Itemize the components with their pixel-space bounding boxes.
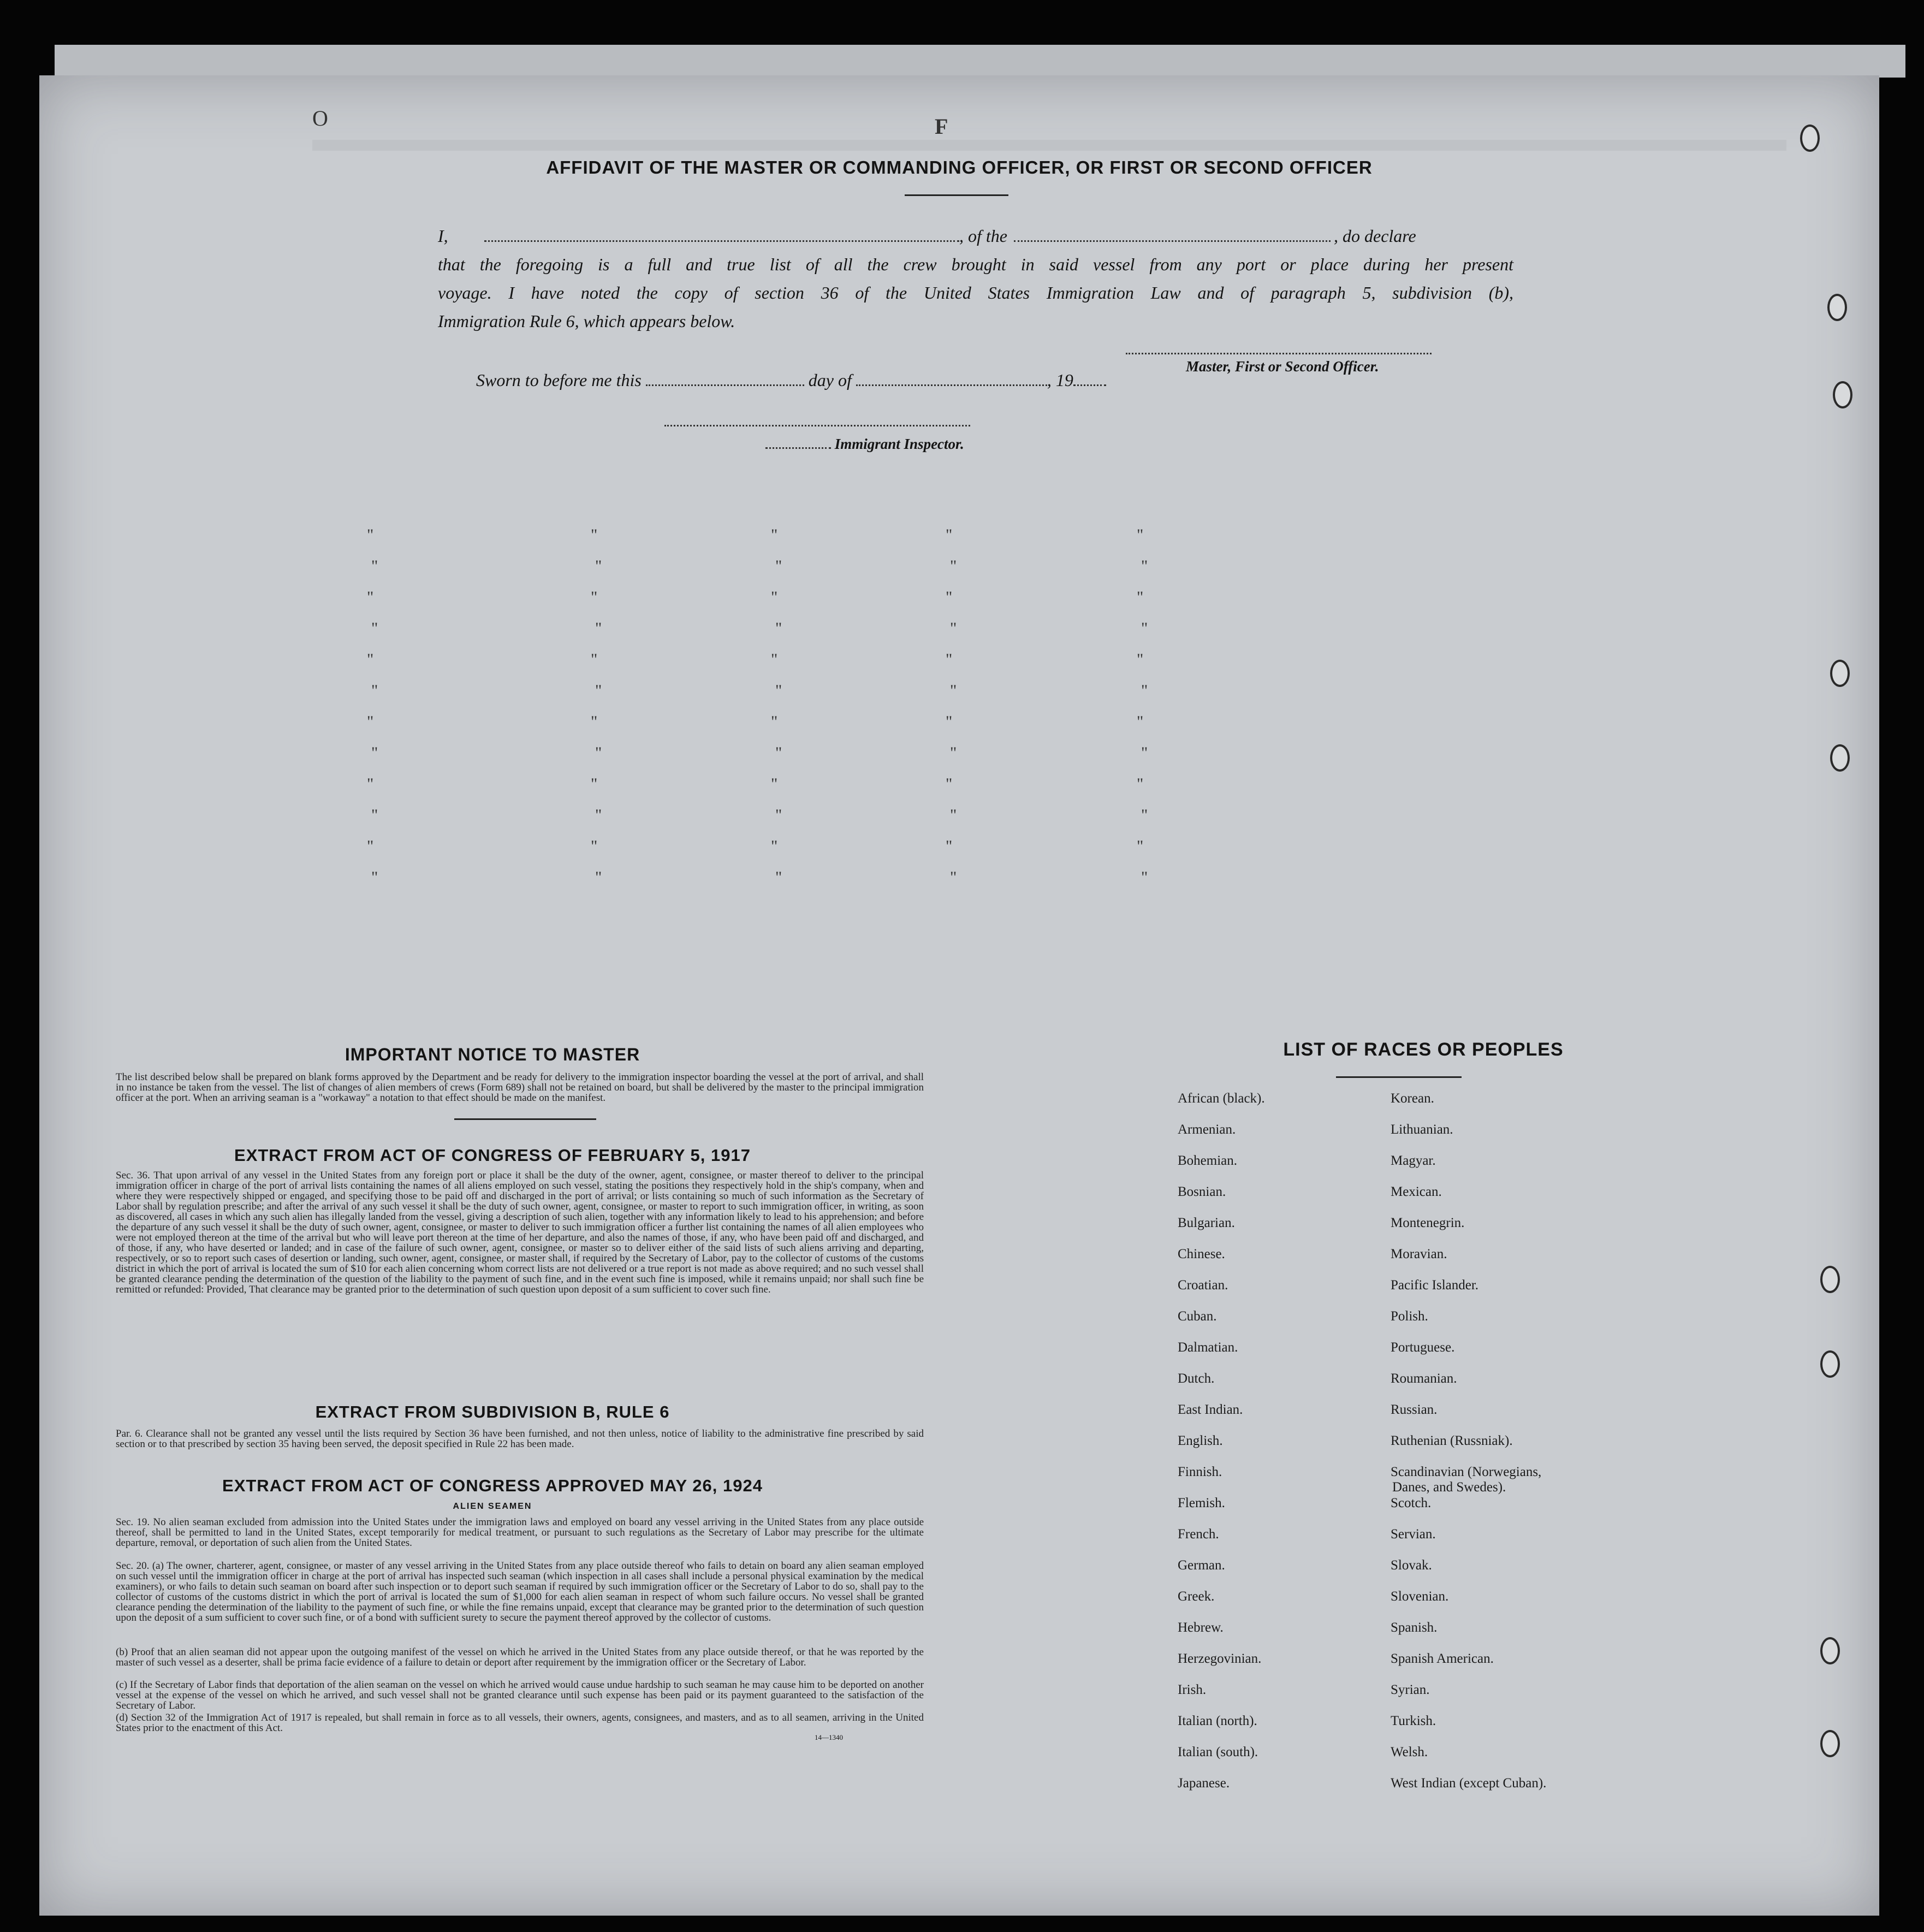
ditto-mark: " — [775, 806, 782, 824]
ditto-mark: " — [371, 868, 378, 886]
extract-1924-sec20c: (c) If the Secretary of Labor finds that deportation of the alien seaman on the vessel on which he arrived would cause undue hardship to such seaman he may cause him to be deported on another vessel at the expense of the vessel on which he arrived, and such vessel shall not be granted clearance until such expense has been paid or its payment guaranteed to the satisfaction of the Secretary of Labor. — [116, 1679, 924, 1711]
affidavit-line-4: Immigration Rule 6, which appears below. — [438, 311, 735, 331]
ditto-mark: " — [771, 775, 778, 793]
race-item: Italian (north). — [1178, 1714, 1257, 1728]
ditto-mark: " — [950, 868, 957, 886]
ditto-mark: " — [595, 619, 602, 637]
race-item: Portuguese. — [1391, 1340, 1455, 1355]
race-item: Armenian. — [1178, 1122, 1236, 1137]
extract-1924-sec19: Sec. 19. No alien seaman excluded from admission into the United States under the immigration laws and employed on board any vessel arriving in the United States from any place outside thereof, shall be permitted to land in the United States, except temporarily for medical treatment, or pursuant to such regulations as the Secretary of Labor may prescribe for the ultimate departure, removal, or deportation of such alien from the United States. — [116, 1516, 924, 1549]
punch-hole-8 — [1820, 1637, 1840, 1664]
ditto-mark: " — [775, 744, 782, 762]
sworn-month-blank[interactable] — [856, 384, 1047, 386]
affidavit-do-declare: , do declare — [1333, 226, 1416, 246]
ditto-mark: " — [950, 681, 957, 700]
race-item: English. — [1178, 1433, 1223, 1448]
ditto-mark: " — [950, 557, 957, 575]
race-item: Moravian. — [1391, 1247, 1447, 1261]
extract-1924-sec20d: (d) Section 32 of the Immigration Act of 1917 is repealed, but shall remain in force as to all vessels, their owners, agents, consignees, and masters, and as to all seamen, arriving in the United States prior to the enactment of this Act. — [116, 1712, 924, 1734]
ditto-mark: " — [595, 868, 602, 886]
race-item: Bulgarian. — [1178, 1216, 1235, 1230]
ditto-mark: " — [950, 619, 957, 637]
affidavit-text — [438, 222, 1513, 335]
affidavit-title-rule — [905, 194, 1008, 196]
race-item: Irish. — [1178, 1682, 1207, 1697]
ditto-mark: " — [595, 681, 602, 700]
extract-1924-sec20b: (b) Proof that an alien seaman did not appear upon the outgoing manifest of the vessel on which he arrived in the United States from any place outside thereof, or that he was reported by the master of such vessel as a deserter, shall be prima facie evidence of a failure to detain or deport after requirement by the immigration officer or the Secretary of Labor. — [116, 1646, 924, 1668]
race-item: Chinese. — [1178, 1247, 1225, 1261]
race-item: Korean. — [1391, 1091, 1434, 1106]
notice-title: IMPORTANT NOTICE TO MASTER — [345, 1045, 640, 1064]
race-item: Bosnian. — [1178, 1184, 1226, 1199]
ditto-mark: " — [371, 806, 378, 824]
inspector-lead-dots — [765, 447, 831, 449]
ditto-mark: " — [591, 837, 598, 855]
race-item: Slovenian. — [1391, 1589, 1449, 1604]
ditto-mark: " — [595, 744, 602, 762]
ditto-mark: " — [771, 837, 778, 855]
punch-hole-9 — [1820, 1730, 1840, 1757]
manifest-page — [39, 75, 1879, 1916]
ditto-mark: " — [367, 588, 374, 606]
punch-hole-6 — [1820, 1266, 1840, 1293]
race-item: Russian. — [1391, 1402, 1438, 1417]
ditto-mark: " — [1137, 713, 1144, 731]
race-item: Lithuanian. — [1391, 1122, 1453, 1137]
ditto-mark: " — [1141, 619, 1148, 637]
sworn-day-blank[interactable] — [646, 384, 804, 386]
form-number: 14—1340 — [815, 1733, 843, 1741]
sworn-day-of: day of — [808, 370, 852, 390]
punch-hole-2 — [1827, 294, 1847, 321]
ditto-mark: " — [367, 775, 374, 793]
affidavit-of-the: , of the — [959, 226, 1007, 246]
ditto-mark: " — [1137, 526, 1144, 544]
ditto-mark: " — [371, 681, 378, 700]
race-item: Flemish. — [1178, 1496, 1225, 1510]
ditto-mark: " — [771, 713, 778, 731]
ditto-mark: " — [950, 806, 957, 824]
ditto-mark: " — [1137, 775, 1144, 793]
ditto-mark: " — [1137, 837, 1144, 855]
race-item: Spanish. — [1391, 1620, 1438, 1635]
ditto-mark: " — [946, 650, 953, 668]
ditto-mark: " — [946, 775, 953, 793]
ditto-mark: " — [371, 557, 378, 575]
ditto-mark: " — [367, 837, 374, 855]
paper-back-edge — [55, 45, 1905, 78]
extract-1924-sec20a: Sec. 20. (a) The owner, charterer, agent, consignee, or master of any vessel arriving in the United States from any place outside thereof who fails to detain on board any alien seaman employed on such vessel until the immigration officer in charge at the port of arrival has inspected such seaman (which inspection in all cases shall include a personal physical examination by the medical examiners), or who fails to detain such seaman on board after such inspection or to deport such seaman if required by such immigration officer or the Secretary of Labor to do so, shall pay to the collector of customs of the customs district in which the port of arrival is located the sum of $1,000 for each alien seaman in respect of whom such failure occurs. No vessel shall be granted clearance pending the determination of the liability to the payment of such fine, or while the fine remains unpaid, except that clearance may be granted prior to the determination of such question upon the deposit of a sum sufficient to cover such fine, or of a bond with sufficient surety to secure the payment thereof approved by the collector of customs. — [116, 1560, 924, 1623]
race-item: Pacific Islander. — [1391, 1278, 1479, 1293]
affidavit-i: I, — [438, 226, 448, 246]
race-item: Scotch. — [1391, 1496, 1432, 1510]
ditto-mark: " — [946, 526, 953, 544]
ditto-mark: " — [1141, 681, 1148, 700]
ditto-mark: " — [1141, 868, 1148, 886]
race-item: Dutch. — [1178, 1371, 1215, 1386]
punch-hole-3 — [1833, 381, 1852, 408]
race-item: Syrian. — [1391, 1682, 1430, 1697]
race-item: East Indian. — [1178, 1402, 1243, 1417]
sworn-year-prefix: , 19 — [1047, 370, 1073, 390]
race-item: Greek. — [1178, 1589, 1215, 1604]
stamp-mark-center: F — [935, 114, 948, 139]
extract-rule6-title: EXTRACT FROM SUBDIVISION B, RULE 6 — [315, 1402, 670, 1421]
punch-hole-7 — [1820, 1350, 1840, 1378]
ditto-mark: " — [950, 744, 957, 762]
punch-hole-4 — [1830, 660, 1850, 687]
master-signature-caption: Master, First or Second Officer. — [1186, 358, 1379, 375]
race-item: Ruthenian (Russniak). — [1391, 1433, 1513, 1448]
extract-1924-subtitle: ALIEN SEAMEN — [453, 1502, 532, 1511]
ditto-mark: " — [1137, 650, 1144, 668]
extract-1924-title: EXTRACT FROM ACT OF CONGRESS APPROVED MAY 26, 1924 — [222, 1476, 763, 1495]
ditto-mark: " — [371, 619, 378, 637]
extract-1917-title: EXTRACT FROM ACT OF CONGRESS OF FEBRUARY 5, 1917 — [234, 1146, 751, 1165]
extract-rule6-text: Par. 6. Clearance shall not be granted any vessel until the lists required by Section 36 have been furnished, and not then unless, notice of liability to the administrative fine prescribed by said section or to that prescribed by section 35 having been served, the deposit specified in Rule 22 has been made. — [116, 1428, 924, 1450]
inspector-caption-text: Immigrant Inspector. — [834, 436, 964, 452]
ditto-mark: " — [1141, 806, 1148, 824]
ditto-mark: " — [367, 526, 374, 544]
ditto-mark: " — [946, 588, 953, 606]
ditto-mark: " — [1137, 588, 1144, 606]
race-item: French. — [1178, 1527, 1219, 1542]
race-item: Welsh. — [1391, 1745, 1428, 1759]
race-item: Mexican. — [1391, 1184, 1442, 1199]
races-title-rule — [1336, 1076, 1462, 1078]
punch-hole-5 — [1830, 744, 1850, 772]
ditto-mark: " — [771, 526, 778, 544]
inspector-signature-line[interactable] — [664, 425, 970, 426]
race-item: Slovak. — [1391, 1558, 1432, 1573]
race-item: African (black). — [1178, 1091, 1265, 1106]
race-item: Magyar. — [1391, 1153, 1436, 1168]
race-item: West Indian (except Cuban). — [1391, 1776, 1547, 1791]
ditto-mark: " — [595, 806, 602, 824]
races-title: LIST OF RACES OR PEOPLES — [1283, 1039, 1564, 1060]
ditto-mark: " — [1141, 744, 1148, 762]
race-item: Servian. — [1391, 1527, 1436, 1542]
race-item: Finnish. — [1178, 1465, 1222, 1479]
vessel-blank[interactable] — [1014, 240, 1331, 242]
ditto-mark: " — [367, 713, 374, 731]
race-item: German. — [1178, 1558, 1225, 1573]
master-signature-line[interactable] — [1126, 353, 1432, 354]
race-item: Montenegrin. — [1391, 1216, 1465, 1230]
race-item: Herzegovinian. — [1178, 1651, 1262, 1666]
notice-rule — [454, 1118, 596, 1120]
ditto-mark: " — [1141, 557, 1148, 575]
race-item: Croatian. — [1178, 1278, 1228, 1293]
ditto-mark: " — [591, 588, 598, 606]
race-item: Roumanian. — [1391, 1371, 1457, 1386]
ditto-mark: " — [775, 619, 782, 637]
ditto-mark: " — [591, 650, 598, 668]
notice-text: The list described below shall be prepared on blank forms approved by the Department and be ready for delivery to the immigration inspector boarding the vessel at the port of arrival, and shall in no instance be taken from the vessel. The list of changes of alien members of crews (Form 689) shall not be retained on board, but shall be delivered by the master to the principal immigration officer at the port. When an arriving seaman is a "workaway" a notation to that effect should be made on the manifest. — [116, 1071, 924, 1104]
extract-1917-text: Sec. 36. That upon arrival of any vessel in the United States from any foreign port or place it shall be the duty of the owner, agent, consignee, or master thereof to deliver to the principal immigration officer in charge of the port of arrival lists containing the names of all aliens employed on such vessel, stating the positions they respectively hold in the ship's company, when and where they were respectively shipped or engaged, and specifying those to be paid off and discharged in the port of arrival; or lists containing so much of such information as the Secretary of Labor shall by regulation prescribe; and after the arrival of any such vessel it shall be the duty of such owner, agent, consignee, or master to report to such immigration officer, in writing, as soon as discovered, all cases in which any such alien has illegally landed from the vessel, giving a description of such alien, together with any information likely to lead to his apprehension; and before the departure of any such vessel it shall be the duty of such owner, agent, consignee, or master to deliver to such immigration officer a further list containing the names of all alien employees who were not employed thereon at the time of the arrival but who will leave port thereon at the time of her departure, and also the names of those, if any, who have been paid off and discharged, and of those, if any, who have deserted or landed; and in case of the failure of such owner, agent, consignee, or master so to deliver either of the said lists of such aliens arriving and departing, respectively, or so to report such cases of desertion or landing, such owner, agent, consignee, or master shall, if required by the Secretary of Labor, pay to the collector of customs of the customs district in which the port of arrival is located the sum of $10 for each alien concerning whom correct lists are not delivered or a true report is not made as above required; and no such vessel shall be granted clearance pending the determination of the question of the liability to the payment of such fine, and in the event such fine is imposed, while it remains unpaid; nor shall such fine be remitted or refunded: Provided, That clearance may be granted prior to the determination of such question upon deposit of a sum sufficient to cover such fine. — [116, 1170, 924, 1295]
affidavit-line-3: voyage. I have noted the copy of section 36 of the United States Immigration Law and of paragraph 5, subdivision (b), — [438, 283, 1513, 303]
ditto-mark: " — [591, 713, 598, 731]
sworn-start: Sworn to before me this — [476, 370, 642, 390]
name-blank[interactable] — [484, 240, 959, 242]
ditto-mark: " — [775, 868, 782, 886]
sworn-year-blank[interactable] — [1073, 384, 1106, 386]
affidavit-line-2: that the foregoing is a full and true list of all the crew brought in said vessel from any port or place during her present — [438, 254, 1513, 274]
ditto-mark: " — [591, 775, 598, 793]
affidavit-line-1 — [438, 222, 1513, 250]
race-item: Danes, and Swedes). — [1392, 1480, 1506, 1495]
race-item: Dalmatian. — [1178, 1340, 1238, 1355]
ditto-mark: " — [591, 526, 598, 544]
ditto-mark: " — [371, 744, 378, 762]
ditto-mark: " — [775, 681, 782, 700]
sworn-line — [476, 370, 1106, 390]
ditto-mark: " — [595, 557, 602, 575]
race-item: Scandinavian (Norwegians, — [1391, 1465, 1542, 1479]
ditto-mark: " — [367, 650, 374, 668]
bleed-through-band — [312, 140, 1786, 151]
race-item: Polish. — [1391, 1309, 1428, 1324]
punch-hole-1 — [1800, 125, 1820, 152]
race-item: Bohemian. — [1178, 1153, 1238, 1168]
race-item: Turkish. — [1391, 1714, 1436, 1728]
race-item: Cuban. — [1178, 1309, 1217, 1324]
ditto-mark: " — [775, 557, 782, 575]
ditto-mark: " — [771, 588, 778, 606]
ditto-mark: " — [946, 837, 953, 855]
ditto-mark: " — [946, 713, 953, 731]
race-item: Japanese. — [1178, 1776, 1230, 1791]
race-item: Spanish American. — [1391, 1651, 1494, 1666]
race-item: Italian (south). — [1178, 1745, 1258, 1759]
race-item: Hebrew. — [1178, 1620, 1224, 1635]
affidavit-title: AFFIDAVIT OF THE MASTER OR COMMANDING OFFICER, OR FIRST OR SECOND OFFICER — [546, 157, 1373, 177]
stamp-mark-left: O — [312, 106, 328, 131]
ditto-mark: " — [771, 650, 778, 668]
inspector-caption — [765, 436, 964, 453]
